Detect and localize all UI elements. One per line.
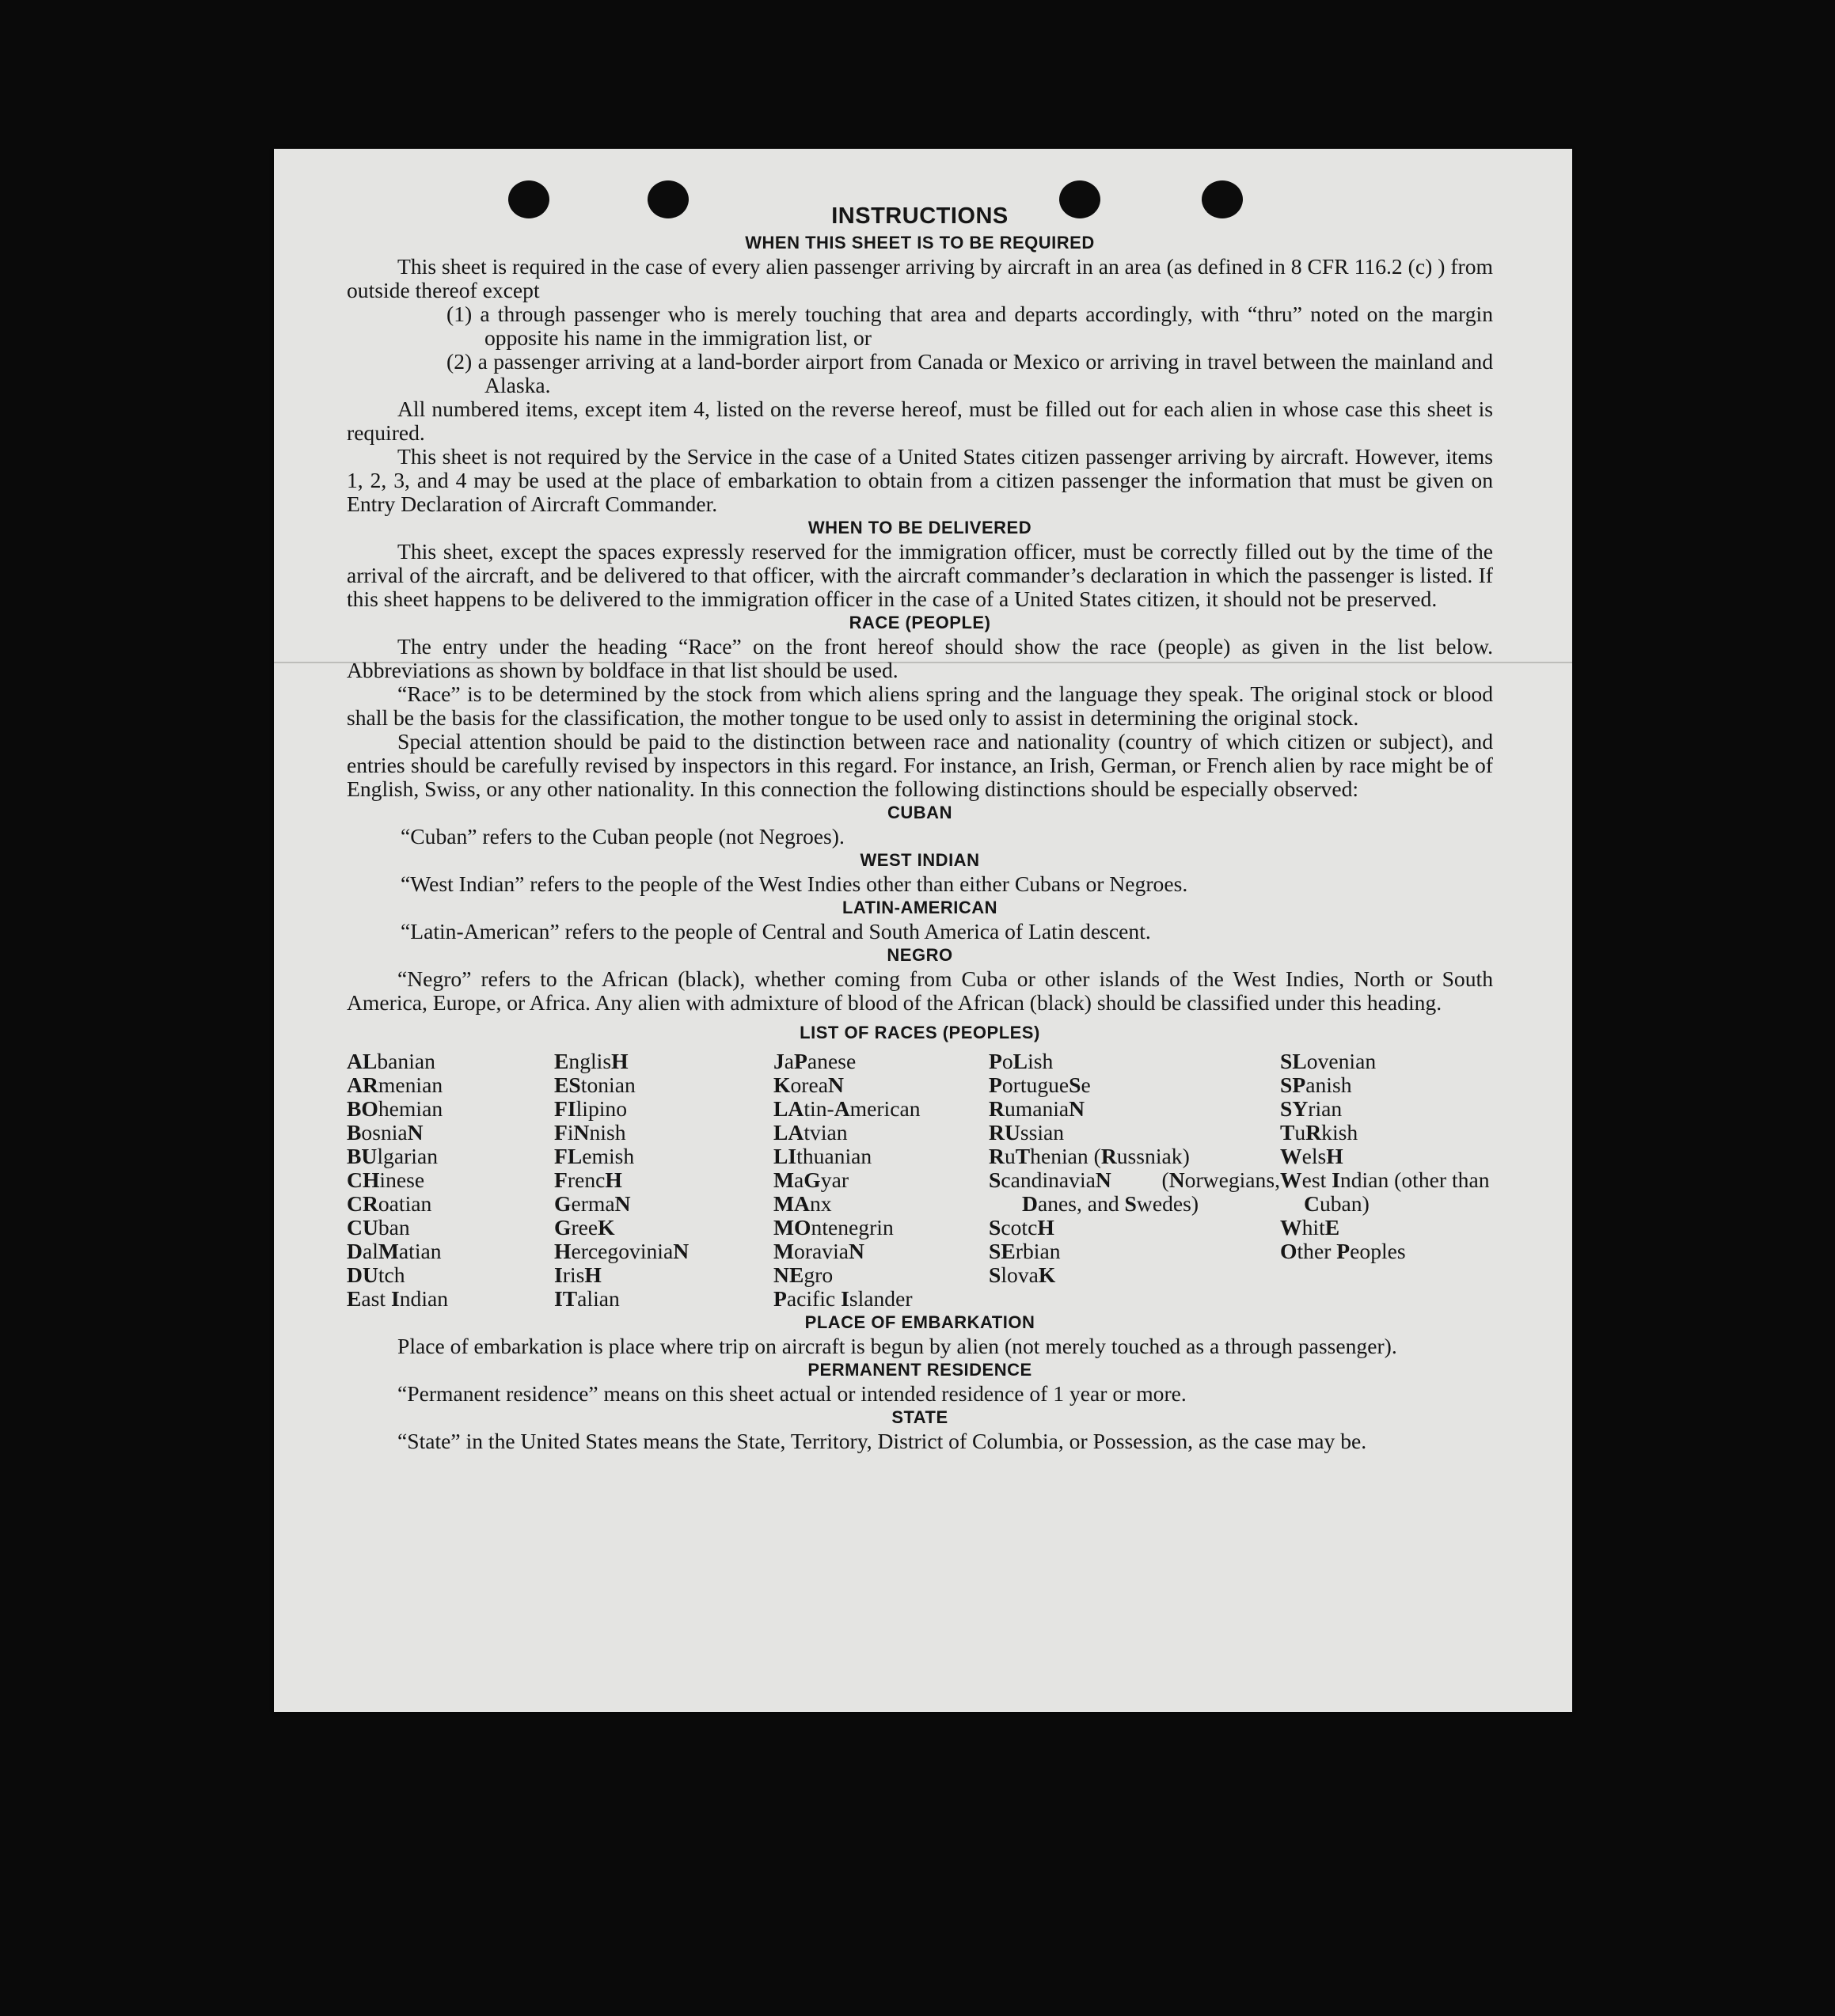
paragraph-cuban: “Cuban” refers to the Cuban people (not Negroes). <box>401 824 845 849</box>
race-item: GermaN <box>554 1191 631 1216</box>
race-item: DalMatian <box>347 1239 442 1263</box>
heading-state: STATE <box>891 1407 948 1427</box>
race-item: MoraviaN <box>773 1239 864 1263</box>
race-item: PoLish <box>989 1049 1054 1073</box>
paragraph-residence: “Permanent residence” means on this sheet actual or intended residence of 1 year or more. <box>397 1381 1187 1406</box>
race-column-2 <box>554 1050 773 1311</box>
instruction-sheet <box>274 149 1572 1712</box>
heading-required: WHEN THIS SHEET IS TO BE REQUIRED <box>745 233 1095 252</box>
race-item: ITalian <box>554 1286 620 1311</box>
paragraph-required-intro: This sheet is required in the case of every alien passenger arriving by aircraft in an area (as defined in 8 CFR 116.2 (c) ) from outside thereof except <box>347 254 1493 302</box>
race-item: MOntenegrin <box>773 1215 894 1240</box>
race-item: KoreaN <box>773 1073 844 1097</box>
race-item: HercegoviniaN <box>554 1239 690 1263</box>
heading-west-indian: WEST INDIAN <box>860 850 980 870</box>
race-item: PortugueSe <box>989 1073 1091 1097</box>
race-item: CUban <box>347 1215 410 1240</box>
race-item: BOhemian <box>347 1096 443 1121</box>
race-item: SPanish <box>1280 1073 1352 1097</box>
exception-2: (2) a passenger arriving at a land-border airport from Canada or Mexico or arriving in travel between the mainland and Alaska. <box>446 349 1493 397</box>
document-body <box>347 201 1493 1453</box>
race-item: EnglisH <box>554 1049 629 1073</box>
race-item: FiNnish <box>554 1120 626 1145</box>
page-title: INSTRUCTIONS <box>831 203 1009 229</box>
race-item: TuRkish <box>1280 1120 1358 1145</box>
paragraph-embarkation: Place of embarkation is place where trip on aircraft is begun by alien (not merely touched as a through passenger). <box>397 1334 1397 1358</box>
paragraph-negro: “Negro” refers to the African (black), whether coming from Cuba or other islands of the West Indies, North or South America, Europe, or Africa. Any alien with admixture of blood of the African (black) should be classified under this heading. <box>347 966 1493 1015</box>
race-item: ALbanian <box>347 1049 435 1073</box>
race-column-1 <box>347 1050 554 1311</box>
paragraph-race-1: The entry under the heading “Race” on the front hereof should show the race (people) as given in the list below. Abbreviations as shown by boldface in that list should be used. <box>347 634 1493 682</box>
race-list <box>347 1050 1493 1311</box>
heading-latin-american: LATIN-AMERICAN <box>842 898 997 917</box>
paragraph-required-items: All numbered items, except item 4, listed on the reverse hereof, must be filled out for each alien in whose case this sheet is required. <box>347 397 1493 445</box>
race-item: ARmenian <box>347 1073 443 1097</box>
race-item: SLovenian <box>1280 1049 1377 1073</box>
race-item: BUlgarian <box>347 1144 438 1168</box>
race-item: FIlipino <box>554 1096 628 1121</box>
race-item: LIthuanian <box>773 1144 872 1168</box>
heading-list-of-races: LIST OF RACES (PEOPLES) <box>800 1023 1040 1042</box>
heading-delivered: WHEN TO BE DELIVERED <box>807 518 1032 537</box>
race-item: RUssian <box>989 1120 1065 1145</box>
race-item: MaGyar <box>773 1167 849 1192</box>
race-item: WelsH <box>1280 1144 1343 1168</box>
race-item: West Indian (other than Cuban) <box>1280 1167 1490 1216</box>
race-column-4 <box>989 1050 1280 1311</box>
race-item: SYrian <box>1280 1096 1343 1121</box>
paragraph-latin-american: “Latin-American” refers to the people of Central and South America of Latin descent. <box>401 919 1151 943</box>
race-item: SErbian <box>989 1239 1061 1263</box>
race-item: EStonian <box>554 1073 636 1097</box>
paragraph-state: “State” in the United States means the State, Territory, District of Columbia, or Possession, as the case may be. <box>397 1429 1367 1453</box>
heading-race: RACE (PEOPLE) <box>849 613 991 632</box>
race-item: RumaniaN <box>989 1096 1085 1121</box>
race-item: NEgro <box>773 1262 834 1287</box>
heading-residence: PERMANENT RESIDENCE <box>807 1360 1032 1380</box>
race-item: Other Peoples <box>1280 1239 1406 1263</box>
race-item: WhitE <box>1280 1215 1340 1240</box>
race-item: East Indian <box>347 1286 449 1311</box>
race-item: RuThenian (Russniak) <box>989 1144 1190 1168</box>
race-item: CRoatian <box>347 1191 432 1216</box>
paragraph-delivered: This sheet, except the spaces expressly reserved for the immigration officer, must be correctly filled out by the time of the arrival of the aircraft, and be delivered to that officer, with the aircraft commander’s declaration in which the passenger is listed. If this sheet happens to be delivered to the immigration officer in the case of a United States citizen, it should not be preserved. <box>347 539 1493 611</box>
paragraph-race-3: Special attention should be paid to the distinction between race and nationality (country of which citizen or subject), and entries should be carefully revised by inspectors in this regard. For instance, an Irish, German, or French alien by race might be of English, Swiss, or any other nationality. In this connection the following distinctions should be especially observed: <box>347 729 1493 801</box>
race-item: BosniaN <box>347 1120 424 1145</box>
race-item: MAnx <box>773 1191 832 1216</box>
race-item: ScandinaviaN (Norwegians, Danes, and Swedes) <box>989 1167 1280 1216</box>
race-column-3 <box>773 1050 989 1311</box>
race-item: FrencH <box>554 1167 622 1192</box>
race-item: FLemish <box>554 1144 635 1168</box>
race-item: Pacific Islander <box>773 1286 913 1311</box>
race-item: IrisH <box>554 1262 602 1287</box>
race-item: ScotcH <box>989 1215 1054 1240</box>
paragraph-west-indian: “West Indian” refers to the people of the West Indies other than either Cubans or Negroes. <box>401 871 1188 896</box>
race-column-5 <box>1280 1050 1493 1311</box>
heading-embarkation: PLACE OF EMBARKATION <box>804 1312 1035 1332</box>
race-item: SlovaK <box>989 1262 1056 1287</box>
race-item: LAtvian <box>773 1120 848 1145</box>
race-item: JaPanese <box>773 1049 857 1073</box>
race-item: DUtch <box>347 1262 405 1287</box>
exception-1: (1) a through passenger who is merely touching that area and departs accordingly, with “thru” noted on the margin opposite his name in the immigration list, or <box>446 302 1493 350</box>
race-item: LAtin-American <box>773 1096 921 1121</box>
heading-cuban: CUBAN <box>887 803 952 822</box>
paragraph-race-2: “Race” is to be determined by the stock from which aliens spring and the language they speak. The original stock or blood shall be the basis for the classification, the mother tongue to be used only to assist in determining the original stock. <box>347 681 1493 730</box>
race-item: CHinese <box>347 1167 425 1192</box>
heading-negro: NEGRO <box>887 945 953 965</box>
race-item: GreeK <box>554 1215 615 1240</box>
paragraph-citizen: This sheet is not required by the Service in the case of a United States citizen passenger arriving by aircraft. However, items 1, 2, 3, and 4 may be used at the place of embarkation to obtain from a citizen passenger the information that must be given on Entry Declaration of Aircraft Commander. <box>347 444 1493 516</box>
